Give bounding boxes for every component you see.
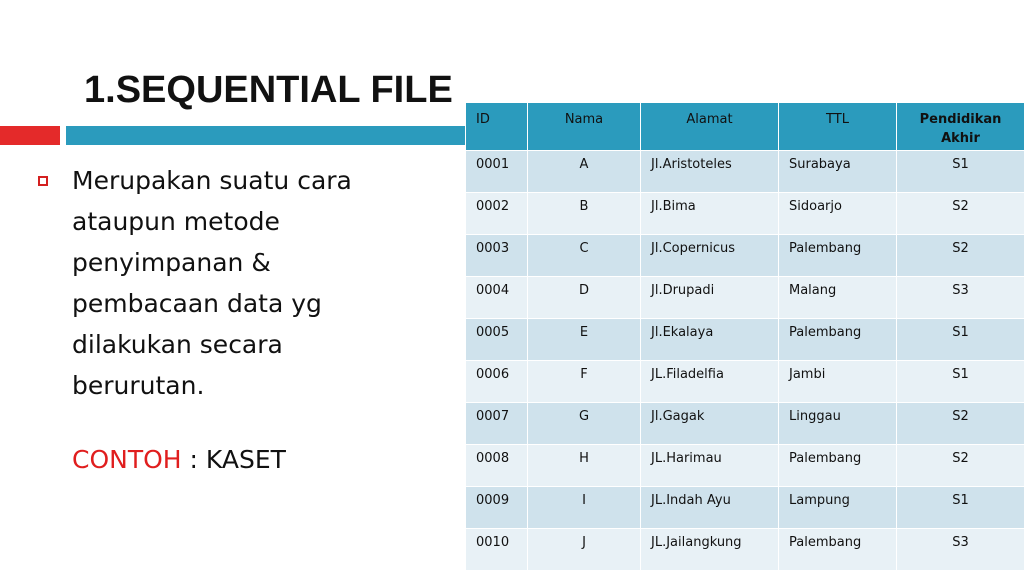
accent-bar-teal	[66, 126, 466, 145]
cell-ttl: Surabaya	[779, 151, 897, 193]
table-row	[466, 487, 1024, 529]
cell-alamat: JL.Filadelfia	[641, 361, 779, 403]
cell-alamat: Jl.Ekalaya	[641, 319, 779, 361]
cell-id: 0008	[466, 445, 528, 487]
bullet-text: Merupakan suatu cara ataupun metode penyimpanan & pembacaan data yg dilakukan secara berurutan.	[72, 166, 352, 400]
cell-alamat: JL.Indah Ayu	[641, 487, 779, 529]
cell-pendidikan: S2	[897, 235, 1024, 277]
cell-pendidikan: S2	[897, 193, 1024, 235]
cell-nama: H	[528, 445, 641, 487]
cell-alamat: JL.Jailangkung	[641, 529, 779, 571]
header-alamat: Alamat	[641, 103, 779, 151]
cell-alamat: Jl.Drupadi	[641, 277, 779, 319]
cell-ttl: Palembang	[779, 235, 897, 277]
cell-alamat: Jl.Gagak	[641, 403, 779, 445]
cell-pendidikan: S1	[897, 319, 1024, 361]
bullet-square-icon	[38, 176, 48, 186]
cell-nama: E	[528, 319, 641, 361]
header-id: ID	[466, 103, 528, 151]
table-row	[466, 529, 1024, 571]
cell-id: 0003	[466, 235, 528, 277]
cell-alamat: Jl.Aristoteles	[641, 151, 779, 193]
cell-nama: B	[528, 193, 641, 235]
table-row	[466, 319, 1024, 361]
cell-alamat: JL.Harimau	[641, 445, 779, 487]
example-label: CONTOH	[72, 445, 182, 474]
example-value: : KASET	[181, 445, 286, 474]
cell-nama: G	[528, 403, 641, 445]
cell-pendidikan: S1	[897, 487, 1024, 529]
cell-id: 0005	[466, 319, 528, 361]
data-table	[465, 102, 1024, 571]
cell-id: 0007	[466, 403, 528, 445]
cell-ttl: Palembang	[779, 445, 897, 487]
table-row	[466, 445, 1024, 487]
table-row	[466, 235, 1024, 277]
cell-pendidikan: S3	[897, 529, 1024, 571]
cell-nama: D	[528, 277, 641, 319]
table-row	[466, 361, 1024, 403]
header-nama: Nama	[528, 103, 641, 151]
header-pendidikan-akhir: Pendidikan Akhir	[897, 103, 1024, 151]
cell-ttl: Linggau	[779, 403, 897, 445]
cell-ttl: Sidoarjo	[779, 193, 897, 235]
cell-pendidikan: S1	[897, 361, 1024, 403]
cell-ttl: Malang	[779, 277, 897, 319]
cell-ttl: Palembang	[779, 319, 897, 361]
example-line	[72, 440, 286, 480]
table-row	[466, 277, 1024, 319]
table-row	[466, 151, 1024, 193]
cell-pendidikan: S2	[897, 445, 1024, 487]
cell-nama: J	[528, 529, 641, 571]
cell-pendidikan: S3	[897, 277, 1024, 319]
cell-ttl: Lampung	[779, 487, 897, 529]
slide-title: 1.SEQUENTIAL FILE	[84, 69, 453, 111]
table-header-row	[466, 103, 1024, 151]
cell-ttl: Palembang	[779, 529, 897, 571]
accent-bar-red	[0, 126, 60, 145]
cell-id: 0010	[466, 529, 528, 571]
cell-nama: I	[528, 487, 641, 529]
cell-pendidikan: S2	[897, 403, 1024, 445]
table-row	[466, 193, 1024, 235]
cell-nama: F	[528, 361, 641, 403]
cell-id: 0004	[466, 277, 528, 319]
header-ttl: TTL	[779, 103, 897, 151]
cell-pendidikan: S1	[897, 151, 1024, 193]
cell-alamat: Jl.Bima	[641, 193, 779, 235]
cell-ttl: Jambi	[779, 361, 897, 403]
cell-nama: A	[528, 151, 641, 193]
cell-alamat: Jl.Copernicus	[641, 235, 779, 277]
cell-id: 0002	[466, 193, 528, 235]
cell-nama: C	[528, 235, 641, 277]
table-row	[466, 403, 1024, 445]
cell-id: 0001	[466, 151, 528, 193]
cell-id: 0009	[466, 487, 528, 529]
cell-id: 0006	[466, 361, 528, 403]
